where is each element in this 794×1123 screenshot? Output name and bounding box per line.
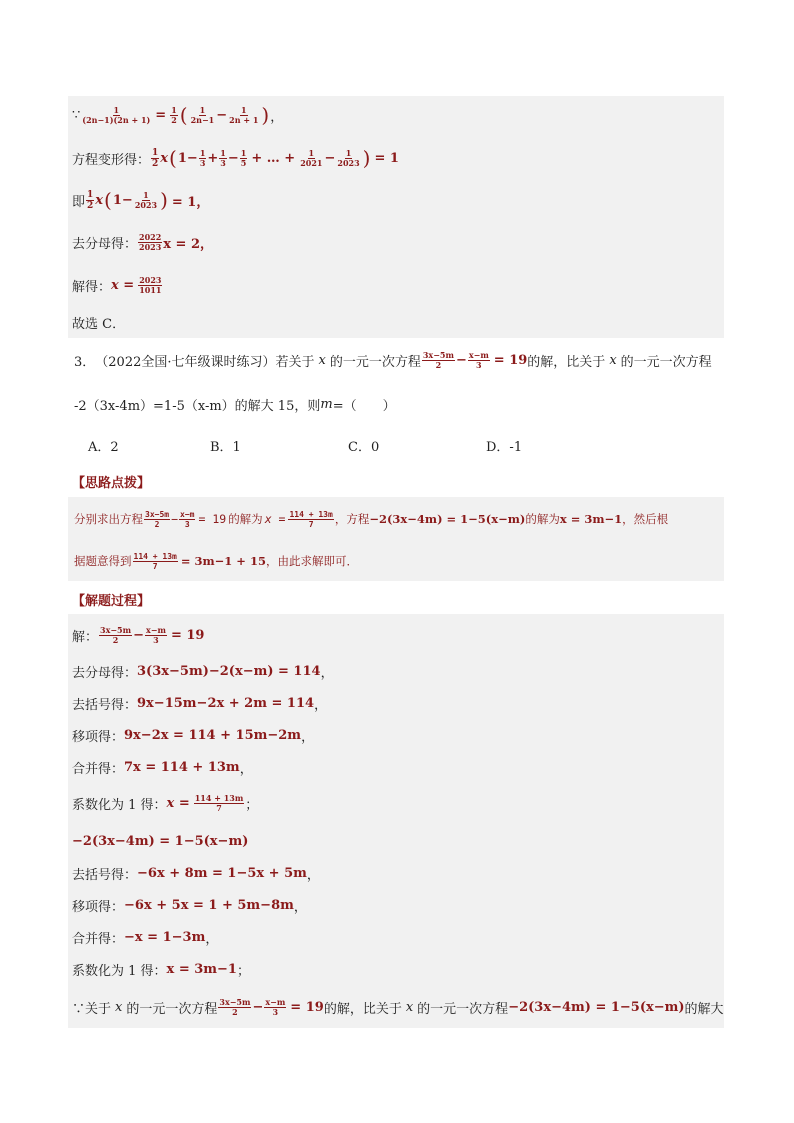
process-heading: 【解题过程】	[72, 594, 151, 609]
hint-line-1: 分别求出方程 $\frac{3x-5m}{2}$ − $\frac{x-m}{3}$ = 19 的解为 x = $\frac{114 + 13m}{7}$ ，方程 −2(3x−4m) = 1−5(x−m) 的解为 x = 3m−1 ，然后根	[74, 509, 669, 529]
solution-line-clear-denominator: 去分母得： $\frac{2022}{2023}$ x = 2，	[72, 231, 214, 252]
solution-line-simplified: 即 $\frac{1}{2}$ x ( 1− $\frac{1}{2023}$ ) = 1，	[72, 188, 210, 212]
process-step-7: −2(3x−4m) = 1−5(x−m)	[72, 833, 249, 849]
process-step-8: 去括号得： −6x + 8m = 1−5x + 5m ，	[72, 865, 320, 883]
process-step-6: 系数化为 1 得： x = $\frac{114 + 13m}{7}$ ；	[72, 792, 259, 813]
fraction: $\frac{1}{2n + 1}$	[229, 104, 259, 125]
option-d[interactable]: D．-1	[486, 440, 523, 455]
process-step-10: 合并得： −x = 1−3m ，	[72, 929, 219, 947]
option-b[interactable]: B．1	[210, 440, 241, 455]
fraction: $\frac{1}{2n-1}$	[190, 104, 215, 125]
process-step-1: 解： $\frac{3x-5m}{2}$ − $\frac{x-m}{3}$ = 19	[72, 624, 205, 645]
option-c[interactable]: C．0	[348, 440, 380, 455]
process-step-5: 合并得： 7x = 114 + 13m ，	[72, 759, 253, 777]
solution-line-answer: 解得： x = $\frac{2023}{1011}$	[72, 274, 162, 295]
process-step-3: 去括号得： 9x−15m−2x + 2m = 114 ，	[72, 695, 328, 713]
process-step-9: 移项得： −6x + 5x = 1 + 5m−8m ，	[72, 897, 307, 915]
because-symbol: ∵	[72, 107, 81, 123]
process-step-4: 移项得： 9x−2x = 114 + 15m−2m ，	[72, 727, 315, 745]
option-a[interactable]: A．2	[88, 440, 119, 455]
solution-block-top	[68, 96, 724, 338]
process-step-11: 系数化为 1 得： x = 3m−1 ；	[72, 961, 250, 979]
hint-line-2: 据题意得到 $\frac{114 + 13m}{7}$ = 3m−1 + 15 ，由此求解即可．	[74, 551, 358, 571]
question-line-1: 3． （2022全国·七年级课时练习）若关于 x 的一元一次方程 $\frac{3x-5m}{2}$ − $\frac{x-m}{3}$ = 19 的解，比关于 x 的一元一次方程	[74, 349, 712, 370]
process-step-2: 去分母得： 3(3x−5m)−2(x−m) = 114 ，	[72, 663, 334, 681]
solution-line-choice: 故选 C．	[72, 316, 126, 332]
fraction: $\frac{1}{2}$	[171, 104, 177, 125]
question-line-2: -2（3x-4m）=1-5（x-m）的解大 15，则 m =（ ）	[74, 396, 396, 414]
solution-line-identity: ∵ $\frac{1}{(2n-1)(2n + 1)}$ = $\frac{1}{2}$ ( $\frac{1}{2n-1}$ − $\frac{1}{2n + 1}$ ) ，	[72, 103, 284, 127]
process-step-12: ∵关于 x 的一元一次方程 $\frac{3x-5m}{2}$ − $\frac{x-m}{3}$ = 19 的解，比关于 x 的一元一次方程 −2(3x−4m) = 1−5(x−m) 的解大	[72, 996, 724, 1017]
fraction: $\frac{1}{(2n-1)(2n + 1)}$	[82, 104, 151, 125]
solution-line-transform: 方程变形得： $\frac{1}{2}$ x ( 1− $\frac{1}{3}$ + $\frac{1}{3}$ − $\frac{1}{5}$ + … + $\frac{1}{2021}$ − $\frac{1}{2023}$ ) = 1	[72, 146, 399, 170]
hint-heading: 【思路点拨】	[72, 476, 151, 491]
